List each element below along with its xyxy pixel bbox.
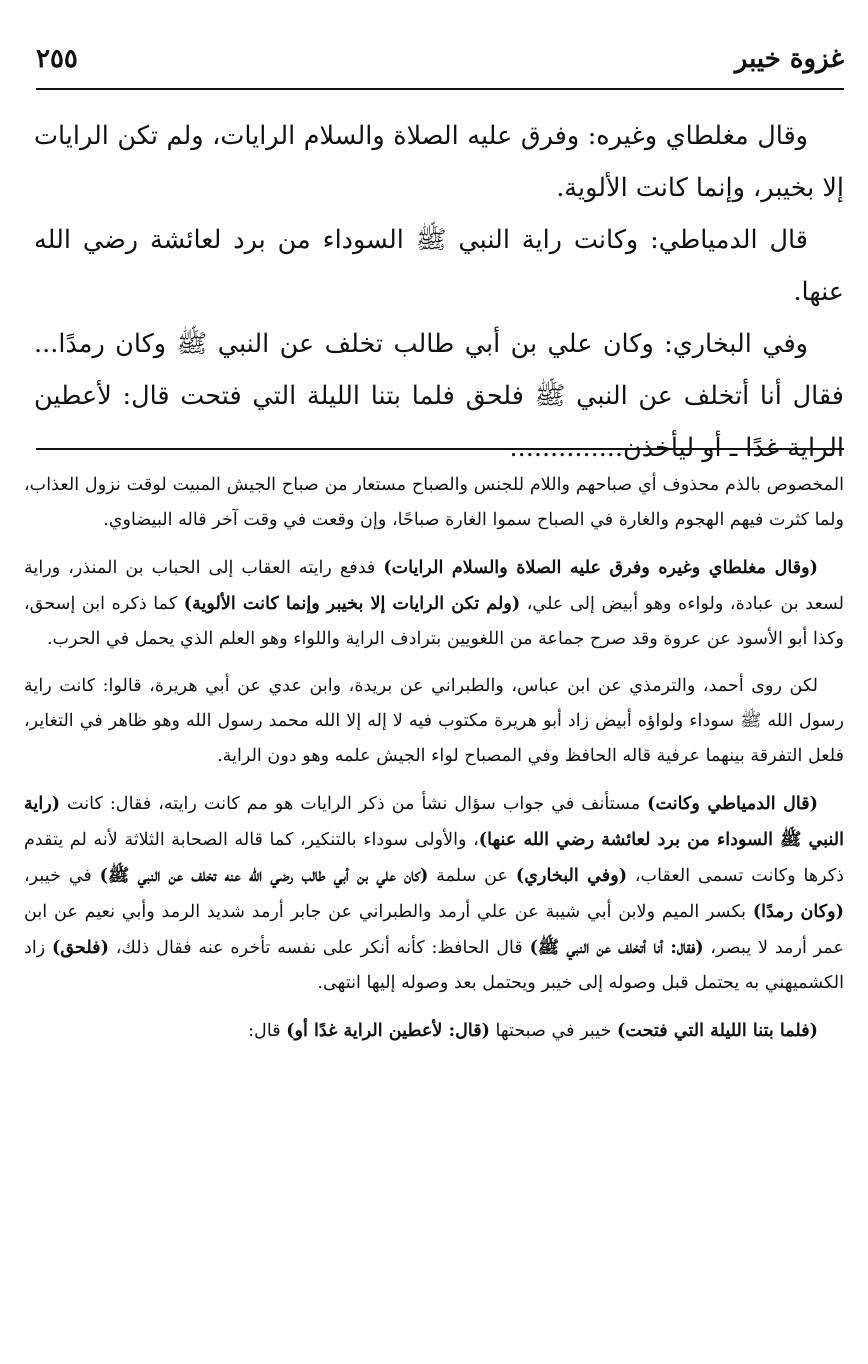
commentary-paragraph — [24, 786, 844, 1001]
quoted-text: (فلحق) — [52, 937, 109, 958]
commentary-text: ، والأولى سوداء بالتنكير، كما قاله الصحابة الثلاثة لأنه لم يتقدم ذكرها وكانت تسمى العقاب، — [24, 830, 845, 886]
commentary-text: قال: — [248, 1021, 287, 1041]
page-number: ٢٥٥ — [36, 44, 78, 74]
main-paragraph: وفي البخاري: وكان علي بن أبي طالب تخلف عن النبي ﷺ وكان رمدًا... فقال أنا أتخلف عن النبي ﷺ فلحق فلما بتنا الليلة التي فتحت قال: لأعطين الراية غدًا ـ أو ليأخذن.............. — [34, 329, 844, 463]
quoted-text: (قال الدمياطي وكانت) — [647, 793, 819, 814]
commentary-text: في خيبر، — [24, 866, 100, 886]
quoted-text: (ولم تكن الرايات إلا بخيبر وإنما كانت الألوية) — [183, 593, 521, 614]
commentary-text: بكسر الميم ولابن أبي شيبة عن علي أرمد والطبراني عن جابر أرمد شديد الرمد وأبي نعيم عن ابن عمر أرمد لا يبصر، — [24, 902, 845, 958]
quoted-text: (فقال: أنا أتخلف عن النبي ﷺ) — [529, 937, 704, 958]
commentary-text: فدفع رايته العقاب إلى الحباب بن المنذر، وراية لسعد بن عبادة، ولواءه وهو أبيض إلى علي، — [24, 558, 845, 614]
commentary-text: خيبر في صبحتها — [489, 1021, 617, 1041]
quoted-text: (كان علي بن أبي طالب رضي الله عنه تخلف عن النبي ﷺ) — [99, 865, 429, 886]
page-header — [36, 36, 844, 86]
header-rule — [36, 88, 844, 90]
commentary-paragraph: لكن روى أحمد، والترمذي عن ابن عباس، والطبراني عن بريدة، وابن عدي عن أبي هريرة، قالوا: كانت راية رسول الله ﷺ سوداء ولواؤه أبيض زاد أبو هريرة مكتوب فيه لا إله إلا الله محمد رسول الله وهو ظاهر في التغاير، فلعل التفرقة بينهما عرفية قاله الحافظ وفي المصباح لواء الجيش علمه وهو دون الراية. — [24, 676, 844, 766]
commentary — [24, 468, 844, 1061]
main-text — [34, 110, 844, 474]
commentary-text: قال الحافظ: كأنه أنكر على نفسه تأخره عنه فقال ذلك، — [108, 938, 530, 958]
footnote-separator — [36, 448, 844, 450]
commentary-text: كما ذكره ابن إسحق، وكذا أبو الأسود عن عروة وقد صرح جماعة من اللغويين بترادف الراية واللواء وهو العلم الذي يحمل في الحرب. — [24, 594, 844, 649]
quoted-text: (وقال مغلطاي وغيره وفرق عليه الصلاة والسلام الرايات) — [383, 557, 818, 578]
main-paragraph: قال الدمياطي: وكانت راية النبي ﷺ السوداء من برد لعائشة رضي الله عنها. — [34, 225, 844, 307]
main-paragraph: وقال مغلطاي وغيره: وفرق عليه الصلاة والسلام الرايات، ولم تكن الرايات إلا بخيبر، وإنما كانت الألوية. — [34, 121, 844, 203]
commentary-text: عن سلمة — [428, 866, 516, 886]
commentary-paragraph — [24, 1013, 844, 1049]
running-title: غزوة خيبر — [734, 44, 844, 74]
quoted-text: (راية النبي ﷺ السوداء من برد لعائشة رضي الله عنها) — [24, 793, 845, 850]
quoted-text: (وفي البخاري) — [515, 865, 628, 886]
commentary-paragraph — [24, 550, 844, 657]
quoted-text: (فلما بتنا الليلة التي فتحت) — [616, 1020, 818, 1041]
commentary-text: مستأنف في جواب سؤال نشأ من ذكر الرايات هو مم كانت رايته، فقال: كانت — [60, 794, 648, 814]
commentary-text: زاد الكشميهني به يحتمل قبل وصوله إلى خيبر ويحتمل بعد وصوله إليها انتهى. — [24, 938, 844, 993]
quoted-text: (وكان رمدًا) — [752, 901, 844, 922]
quoted-text: (قال: لأعطين الراية غدًا أو) — [286, 1020, 490, 1041]
commentary-paragraph: المخصوص بالذم محذوف أي صباحهم واللام للجنس والصباح مستعار من صباح الجيش المبيت لوقت نزول العذاب، ولما كثرت فيهم الهجوم والغارة في الصباح سموا الغارة صباحًا، وإن وقعت في وقت آخر قاله البيضاوي. — [24, 475, 844, 530]
